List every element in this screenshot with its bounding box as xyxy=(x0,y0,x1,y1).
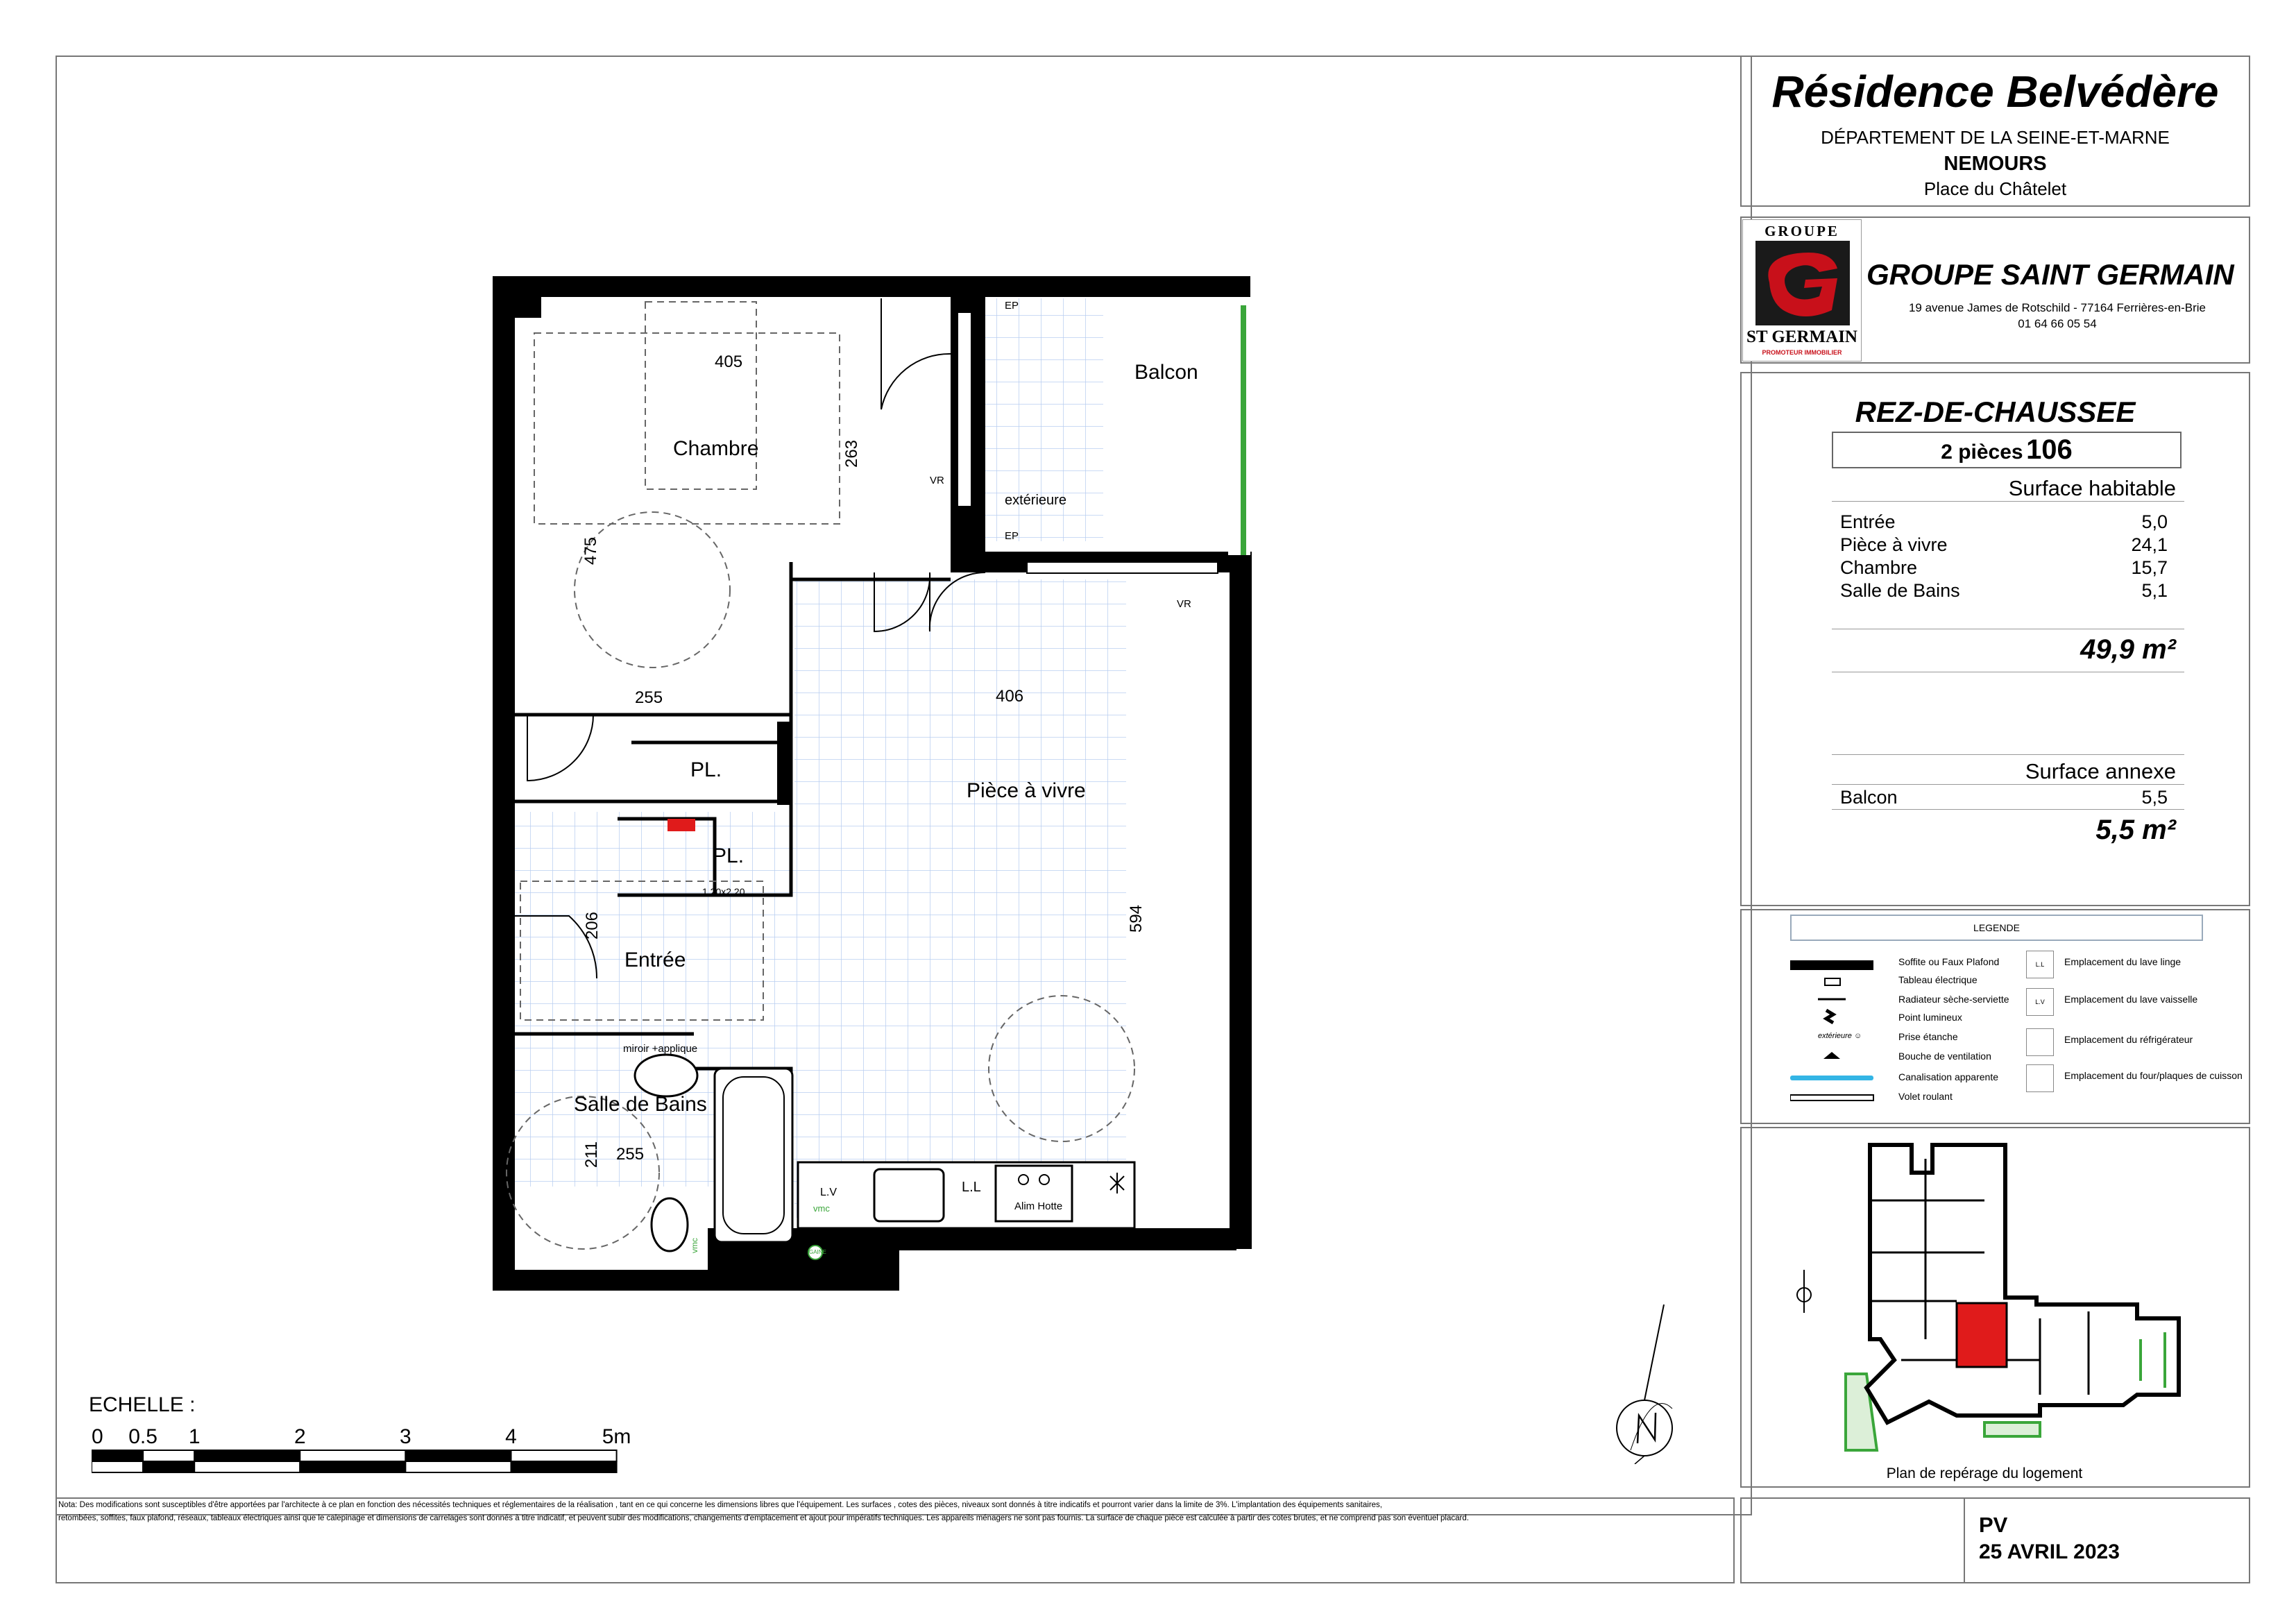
scale-segment xyxy=(300,1461,405,1472)
room-balcon: Balcon xyxy=(1134,361,1198,384)
legend-right-box xyxy=(2026,1028,2054,1056)
ann-gaine: GAINE xyxy=(809,1249,826,1255)
hab-label: Entrée xyxy=(1840,511,1896,532)
tableau-electrique-icon xyxy=(1825,978,1840,985)
dim-chambre-width: 405 xyxy=(715,352,743,371)
bouche-ventilation-icon xyxy=(1823,1052,1840,1059)
logo-top-text: GROUPE xyxy=(1764,223,1839,239)
status-code: PV xyxy=(1979,1513,2008,1537)
logo-emblem xyxy=(1755,241,1850,325)
volet-roulant-icon xyxy=(1790,1095,1873,1101)
note-line-1: Nota: Des modifications sont susceptibles d'être apportées par l'architecte à ce plan en fonction des nécessités techniques et réglementaires de la réalisation , tant en ce qui concerne les dimensions libres que l'équipement. Les surfaces , cotes des pièces, niveaux sont donnés à titre indicatifs et pourront varier dans la limite de 3%. L'implantation des équipements sanitaires, xyxy=(58,1501,1382,1509)
dim-chambre-depth: 263 xyxy=(842,439,862,468)
note-block xyxy=(56,1497,1735,1583)
ann-vr-1: VR xyxy=(930,475,944,486)
scale-tick-label: 2 xyxy=(294,1425,306,1448)
unit-rooms-label: 2 pièces xyxy=(1941,441,2023,464)
ann-miroir: miroir +applique xyxy=(623,1043,698,1055)
scale-tick-label: 5m xyxy=(602,1425,631,1448)
radiator xyxy=(667,819,695,831)
surface-annexe-rule xyxy=(1832,784,2184,785)
green-area-2 xyxy=(1984,1422,2040,1436)
wall-stub xyxy=(777,722,792,805)
project-title: Résidence Belvédère xyxy=(1771,67,2219,117)
hab-label: Salle de Bains xyxy=(1840,580,1960,601)
legend-right-item: Emplacement du four/plaques de cuisson xyxy=(2064,1070,2243,1081)
legend-right-box xyxy=(2026,1064,2054,1092)
note-line-2: retombées, soffites, faux plafond, réseaux, tableaux électriques ainsi que le calepinage et dimensions de carrelages sont donnés à titre indicatif, et peuvent subir des modifications, changements d'emplacement et ajout pour impératifs techniques. Les appareils ménagers ne sont pas fournis. La surface de chaque pièce est calculée à partir des cotes brutes, et ne comprend pas son éventuel placard. xyxy=(58,1514,1469,1522)
ann-ep-bottom: EP xyxy=(1005,530,1019,542)
ann-vmc-kitchen: vmc xyxy=(813,1203,830,1214)
scale-segment xyxy=(143,1450,194,1461)
scale-segment xyxy=(194,1450,300,1461)
scale-tick-label: 0.5 xyxy=(128,1425,158,1448)
window-frame xyxy=(1027,562,1218,573)
scale-tick-label: 4 xyxy=(505,1425,517,1448)
legend-right-box: L.L xyxy=(2026,951,2054,978)
hab-label: Chambre xyxy=(1840,557,1918,578)
room-salle-de-bains: Salle de Bains xyxy=(574,1093,707,1116)
surface-habitable-total: 49,9 m² xyxy=(2080,634,2176,665)
dim-door-size: 1.20x2.20 xyxy=(702,886,745,897)
location-map xyxy=(1749,1131,2241,1464)
scale-segment xyxy=(194,1461,300,1472)
sejour-floor xyxy=(794,579,1126,1218)
ann-alim-hotte: Alim Hotte xyxy=(1014,1200,1063,1212)
unit-level: REZ-DE-CHAUSSEE xyxy=(1855,396,2136,428)
scale-label: ECHELLE : xyxy=(89,1393,196,1416)
bathtub xyxy=(715,1069,792,1242)
dim-chambre-height: 475 xyxy=(581,536,601,566)
unit-highlight xyxy=(1957,1303,2007,1367)
ann-value: 5,5 xyxy=(2141,787,2168,808)
soffite-icon xyxy=(1790,960,1873,970)
scale-tick-label: 3 xyxy=(400,1425,411,1448)
legend-left-item: Bouche de ventilation xyxy=(1898,1051,1991,1062)
ann-exterieure: extérieure xyxy=(1005,493,1066,508)
compass-small xyxy=(1797,1270,1811,1313)
project-department: DÉPARTEMENT DE LA SEINE-ET-MARNE xyxy=(1821,127,2170,148)
canalisation-icon xyxy=(1790,1076,1873,1080)
location-map-caption: Plan de repérage du logement xyxy=(1886,1465,2083,1481)
surface-annexe-rule-2 xyxy=(1832,809,2184,810)
logo-bottom-text: ST GERMAIN xyxy=(1746,328,1857,346)
scale-segment xyxy=(405,1450,511,1461)
room-placard-2: PL. xyxy=(713,844,745,867)
legend-title: LEGENDE xyxy=(1973,922,2020,933)
ann-lv: L.V xyxy=(820,1187,837,1198)
scale-segment xyxy=(92,1461,143,1472)
dim-sdb-depth: 211 xyxy=(582,1141,602,1169)
hab-value: 15,7 xyxy=(2131,557,2168,578)
hab-value: 5,0 xyxy=(2141,511,2168,532)
project-place: Place du Châtelet xyxy=(1923,178,2067,199)
point-lumineux-icon xyxy=(1826,1010,1833,1023)
ann-vr-2: VR xyxy=(1177,598,1191,610)
company-phone: 01 64 66 05 54 xyxy=(2018,317,2097,330)
hab-label: Pièce à vivre xyxy=(1840,534,1948,555)
scale-segment xyxy=(405,1461,511,1472)
scale-segment xyxy=(92,1450,143,1461)
scale-tick-label: 0 xyxy=(92,1425,103,1448)
legend-right-item: Emplacement du réfrigérateur xyxy=(2064,1034,2193,1045)
legend-left-item: Soffite ou Faux Plafond xyxy=(1898,956,2000,967)
surface-annexe-rule-top xyxy=(1832,754,2184,755)
dim-sejour-depth: 594 xyxy=(1127,904,1146,933)
washbasin xyxy=(635,1055,697,1096)
company-name: GROUPE SAINT GERMAIN xyxy=(1866,258,2234,291)
company-logo xyxy=(1742,219,1862,362)
scale-tick-label: 1 xyxy=(188,1425,201,1448)
room-chambre: Chambre xyxy=(673,437,759,460)
scale-segment xyxy=(143,1461,194,1472)
hab-value: 24,1 xyxy=(2131,534,2168,555)
north-compass xyxy=(1589,1305,1700,1464)
toilet xyxy=(652,1198,688,1251)
dim-sejour-width: 406 xyxy=(996,687,1024,706)
building-footprint xyxy=(1866,1145,2179,1422)
legend-right-item: Emplacement du lave linge xyxy=(2064,956,2182,967)
surface-habitable-heading: Surface habitable xyxy=(2008,476,2176,500)
hab-value: 5,1 xyxy=(2141,580,2168,601)
ann-vmc-bath: vmc xyxy=(690,1238,699,1253)
status-divider xyxy=(1964,1497,1965,1583)
prise-etanche-icon: extérieure ☺ xyxy=(1818,1032,1862,1040)
legend-icons xyxy=(1790,951,1915,1110)
status-date: 25 AVRIL 2023 xyxy=(1979,1540,2120,1563)
room-entree: Entrée xyxy=(624,949,686,971)
legend-left-item: Tableau électrique xyxy=(1898,974,1978,985)
legend-right-item: Emplacement du lave vaisselle xyxy=(2064,994,2198,1005)
surface-annexe-heading: Surface annexe xyxy=(2025,759,2176,783)
balcony-railing xyxy=(1241,305,1246,555)
scale-segment xyxy=(511,1450,617,1461)
legend-left-item: Radiateur sèche-serviette xyxy=(1898,994,2009,1005)
ann-ll: L.L xyxy=(962,1180,981,1195)
legend-left-item: Canalisation apparente xyxy=(1898,1071,1998,1082)
window-frame-2 xyxy=(958,312,971,507)
floor-plan xyxy=(486,271,1263,1298)
dim-sdb-width: 255 xyxy=(616,1145,645,1164)
legend-left-item: Point lumineux xyxy=(1898,1012,1962,1023)
unit-rooms xyxy=(1832,434,2182,466)
dim-entree-depth: 206 xyxy=(583,911,602,940)
ann-ep-top: EP xyxy=(1005,300,1019,312)
legend-left-item: Volet roulant xyxy=(1898,1091,1953,1102)
logo-tagline: PROMOTEUR IMMOBILIER xyxy=(1762,349,1842,356)
dim-corridor-width: 255 xyxy=(635,688,663,707)
scale-bar xyxy=(92,1421,633,1484)
scale-segment xyxy=(511,1461,617,1472)
scale-segment xyxy=(300,1450,405,1461)
legend-right-box: L.V xyxy=(2026,988,2054,1016)
ann-label: Balcon xyxy=(1840,787,1898,808)
surface-annexe-total: 5,5 m² xyxy=(2095,815,2176,845)
unit-number: 106 xyxy=(2026,434,2073,465)
legend-left-item: Prise étanche xyxy=(1898,1031,1958,1042)
surface-habitable-rule xyxy=(1832,501,2184,502)
company-address: 19 avenue James de Rotschild - 77164 Ferrières-en-Brie xyxy=(1908,301,2206,314)
project-city: NEMOURS xyxy=(1944,153,2047,175)
room-piece-a-vivre: Pièce à vivre xyxy=(967,779,1086,802)
room-placard-1: PL. xyxy=(690,758,722,781)
